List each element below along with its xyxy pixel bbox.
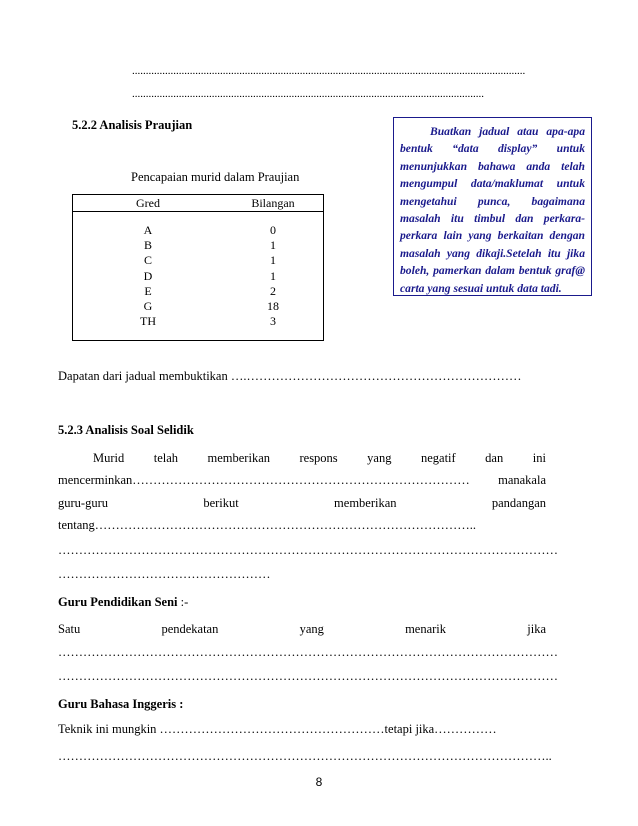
gred-column — [73, 223, 223, 329]
word: telah — [153, 451, 179, 465]
word: berikut — [203, 496, 239, 510]
callout-text: Buatkan jadual atau apa-apa bentuk “data display” untuk menunjukkan bahawa anda telah mengumpul data/maklumat untuk mengetahui punca, bagaimana masalah itu timbul dan perkara-perkara lain yang berkaitan dengan masalah yang dikaji.Setelah itu jika boleh, pamerkan dalam bentuk graf@ carta yang sesuai untuk data tadi. — [400, 125, 585, 295]
header-gred: Gred — [136, 196, 160, 210]
word: pandangan — [491, 496, 546, 510]
word: pendekatan — [161, 622, 219, 636]
header-bilangan: Bilangan — [251, 196, 295, 210]
table-cell: C — [143, 253, 152, 268]
word: menarik — [405, 622, 447, 636]
table-cell: G — [143, 298, 153, 313]
table-cell: A — [143, 223, 153, 237]
table-cell: 18 — [267, 298, 279, 313]
word: Satu — [58, 622, 81, 636]
word: negatif — [420, 451, 456, 465]
dotted-line: ………………………………………………………………………………………………………… — [58, 669, 558, 683]
justified-line — [58, 473, 546, 488]
table-cell: 3 — [270, 314, 276, 329]
table-cell: 1 — [270, 268, 276, 283]
table-cell: 0 — [270, 223, 276, 237]
table-cell: 1 — [270, 253, 276, 268]
word: jika — [527, 622, 546, 636]
dotted-line: ............................................................................................................................................... — [132, 65, 526, 77]
guru-seni-heading: Guru Pendidikan Seni — [58, 595, 178, 609]
page-number: 8 — [315, 775, 323, 789]
word: respons — [299, 451, 338, 465]
table-cell: B — [143, 238, 152, 253]
dotted-line: ………………………………………………………………………………………………………… — [58, 645, 558, 659]
guru-inggeris-heading: Guru Bahasa Inggeris : — [58, 697, 184, 711]
word: yang — [299, 622, 324, 636]
justified-line — [93, 451, 546, 466]
table-caption: Pencapaian murid dalam Praujian — [131, 170, 300, 184]
word: Murid — [93, 451, 125, 465]
table-cell: D — [143, 268, 153, 283]
table-cell: 2 — [270, 283, 276, 298]
word: memberikan — [207, 451, 270, 465]
dotted-line: …………………………………………… — [58, 567, 271, 581]
text-left: mencerminkan……………………………………………………………………… — [58, 473, 470, 487]
section-heading-522: 5.2.2 Analisis Praujian — [72, 118, 193, 132]
justified-line — [58, 622, 546, 637]
word: ini — [532, 451, 546, 465]
text-right: manakala — [498, 473, 546, 487]
table-header-row — [73, 194, 323, 212]
dotted-line: ……………………………………………………………………………………………………….. — [58, 749, 552, 763]
dotted-line: ................................................................................................................................ — [132, 88, 484, 100]
grade-table — [72, 194, 324, 341]
word: guru-guru — [58, 496, 108, 510]
finding-line: Dapatan dari jadual membuktikan ….………………………………………………………… — [58, 369, 522, 383]
instruction-callout — [393, 117, 592, 296]
dotted-line: ………………………………………………………………………………………………………… — [58, 543, 558, 557]
justified-line — [58, 496, 546, 511]
table-cell: TH — [140, 314, 156, 329]
guru-seni-heading-row — [58, 595, 188, 610]
word: dan — [485, 451, 504, 465]
word: memberikan — [334, 496, 397, 510]
bilangan-column — [223, 223, 323, 329]
table-cell: 1 — [270, 238, 276, 253]
section-heading-523: 5.2.3 Analisis Soal Selidik — [58, 423, 194, 437]
word: yang — [367, 451, 392, 465]
heading-suffix: :- — [177, 595, 189, 609]
text-line: Teknik ini mungkin ………………………………………………tetapi jika…………… — [58, 722, 497, 736]
table-cell: E — [144, 283, 152, 298]
text-line: tentang……………………………………………………………………………….. — [58, 518, 477, 532]
